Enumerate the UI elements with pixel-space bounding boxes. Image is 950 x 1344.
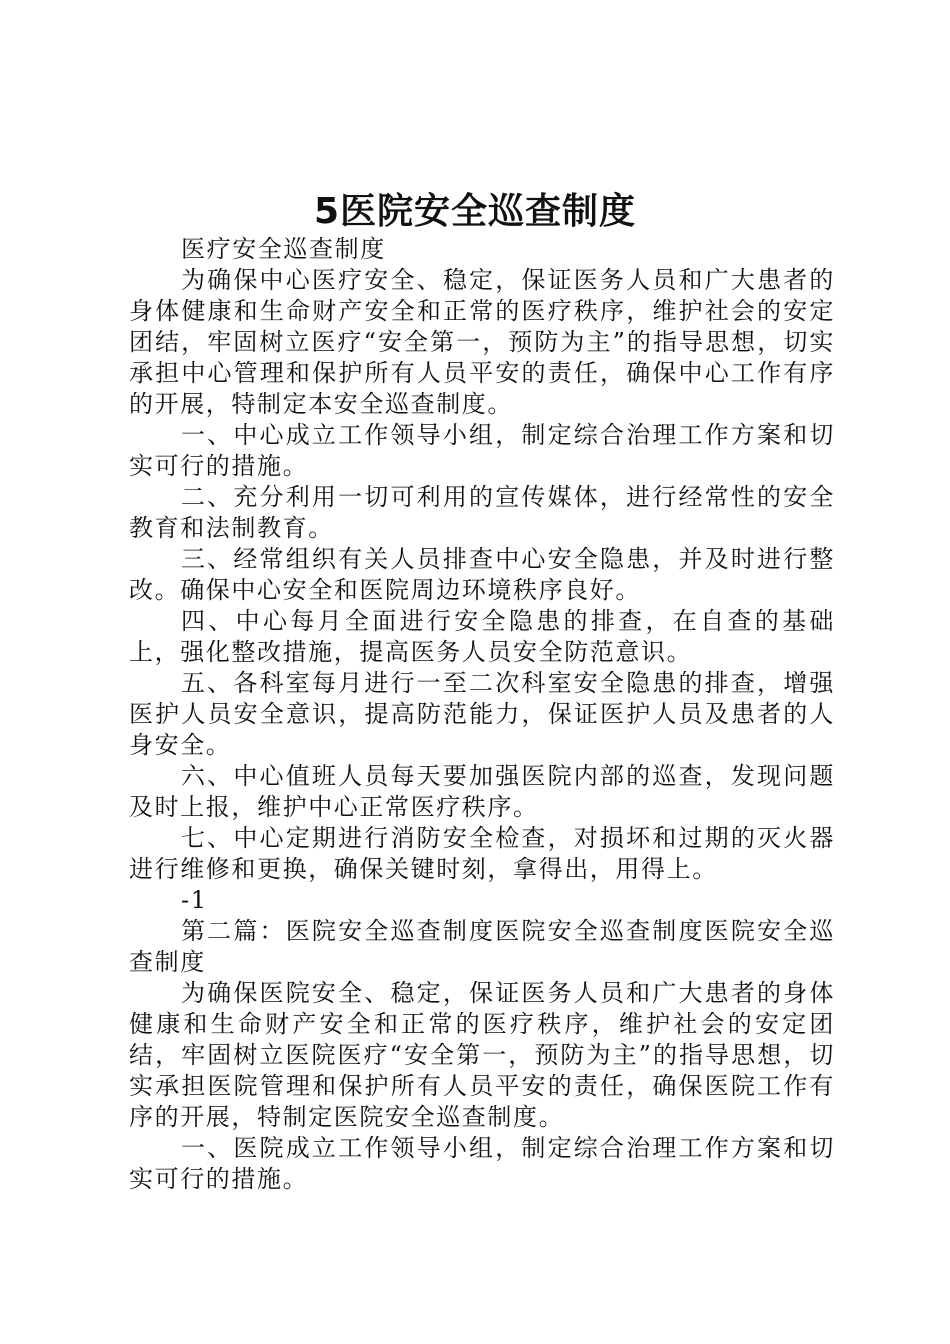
page-number: -1 <box>181 886 208 914</box>
paragraph-item-5: 五、各科室每月进行一至二次科室安全隐患的排查，增强医护人员安全意识，提高防范能力，保证医护人员及患者的人身安全。 <box>129 669 835 759</box>
document-title: 5医院安全巡查制度 <box>313 191 637 232</box>
paragraph-subtitle: 医疗安全巡查制度 <box>181 235 386 263</box>
paragraph-item-3: 三、经常组织有关人员排查中心安全隐患，并及时进行整改。确保中心安全和医院周边环境秩序良好。 <box>129 545 835 604</box>
paragraph-section-2-heading: 第二篇：医院安全巡查制度医院安全巡查制度医院安全巡查制度 <box>129 917 835 976</box>
paragraph-item-1: 一、中心成立工作领导小组，制定综合治理工作方案和切实可行的措施。 <box>129 421 835 480</box>
paragraph-item-6: 六、中心值班人员每天要加强医院内部的巡查，发现问题及时上报，维护中心正常医疗秩序。 <box>129 762 835 821</box>
paragraph-item-4: 四、中心每月全面进行安全隐患的排查，在自查的基础上，强化整改措施，提高医务人员安全防范意识。 <box>129 607 835 666</box>
paragraph-item-2: 二、充分利用一切可利用的宣传媒体，进行经常性的安全教育和法制教育。 <box>129 483 835 542</box>
paragraph-intro: 为确保中心医疗安全、稳定，保证医务人员和广大患者的身体健康和生命财产安全和正常的医疗秩序，维护社会的安定团结，牢固树立医疗“安全第一，预防为主”的指导思想，切实承担中心管理和保护所有人员平安的责任，确保中心工作有序的开展，特制定本安全巡查制度。 <box>129 266 835 418</box>
paragraph-section-2-item-1: 一、医院成立工作领导小组，制定综合治理工作方案和切实可行的措施。 <box>129 1134 835 1193</box>
paragraph-item-7: 七、中心定期进行消防安全检查，对损坏和过期的灭火器进行维修和更换，确保关键时刻，拿得出，用得上。 <box>129 824 835 883</box>
paragraph-section-2-intro: 为确保医院安全、稳定，保证医务人员和广大患者的身体健康和生命财产安全和正常的医疗秩序，维护社会的安定团结，牢固树立医院医疗“安全第一，预防为主”的指导思想，切实承担医院管理和保护所有人员平安的责任，确保医院工作有序的开展，特制定医院安全巡查制度。 <box>129 979 835 1131</box>
document-body <box>129 234 835 1195</box>
